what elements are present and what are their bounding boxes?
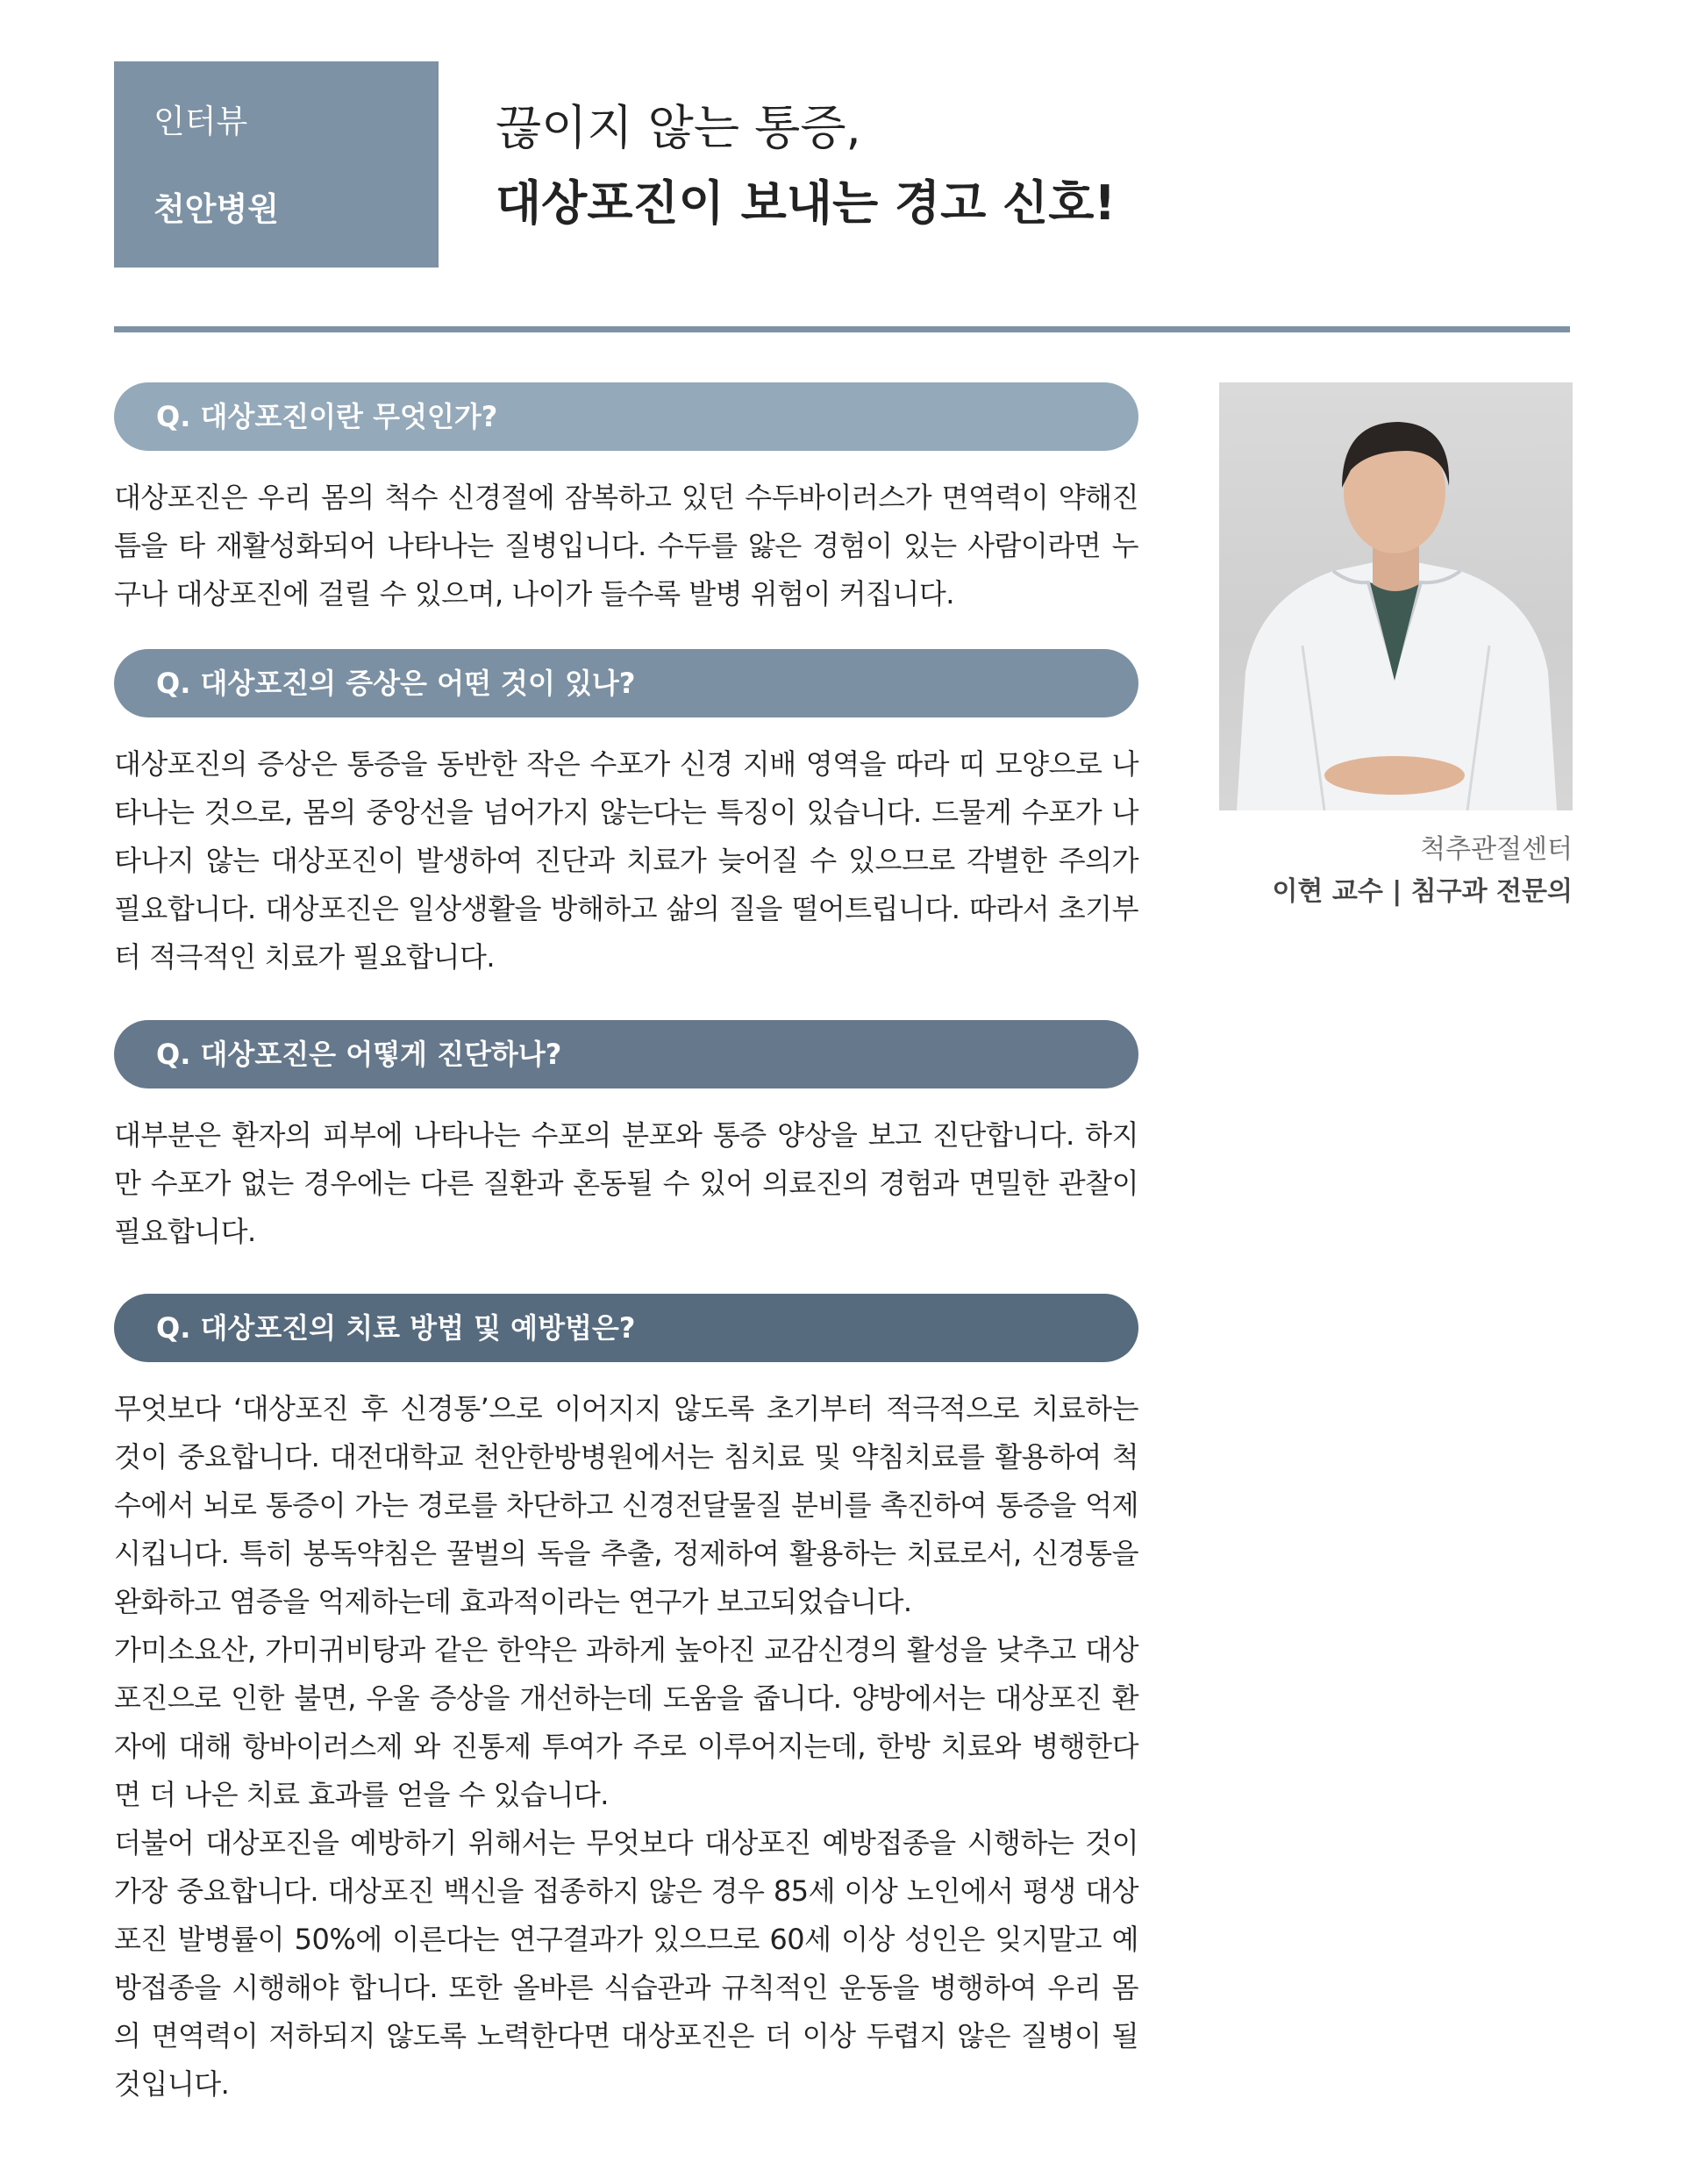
qa-section-3 — [114, 1020, 1138, 1256]
answer-paragraph: 대부분은 환자의 피부에 나타나는 수포의 분포와 통증 양상을 보고 진단합니다. 하지만 수포가 없는 경우에는 다른 질환과 혼동될 수 있어 의료진의 경험과 면밀한 관찰이 필요합니다. — [114, 1118, 1138, 1248]
hospital-label: 천안병원 — [153, 190, 279, 228]
doctor-name-title: 이현 교수 | 침구과 전문의 — [1272, 876, 1573, 907]
question-pill-4: Q. 대상포진의 치료 방법 및 예방법은? — [114, 1294, 1138, 1362]
article-headline — [496, 95, 1548, 237]
question-pill-1: Q. 대상포진이란 무엇인가? — [114, 382, 1138, 451]
category-label-box — [114, 61, 439, 268]
qa-section-1 — [114, 382, 1138, 618]
answer-paragraph: 대상포진은 우리 몸의 척수 신경절에 잠복하고 있던 수두바이러스가 면역력이 약해진 틈을 타 재활성화되어 나타나는 질병입니다. 수두를 앓은 경험이 있는 사람이라면 누구나 대상포진에 걸릴 수 있으며, 나이가 들수록 발병 위험이 커집니다. — [114, 481, 1138, 610]
answer-paragraph: 대상포진의 증상은 통증을 동반한 작은 수포가 신경 지배 영역을 따라 띠 모양으로 나타나는 것으로, 몸의 중앙선을 넘어가지 않는다는 특징이 있습니다. 드물게 수포가 나타나지 않는 대상포진이 발생하여 진단과 치료가 늦어질 수 있으므로 각별한 주의가 필요합니다. 대상포진은 일상생활을 방해하고 삶의 질을 떨어트립니다. 따라서 초기부터 적극적인 치료가 필요합니다. — [114, 747, 1138, 974]
qa-section-2 — [114, 649, 1138, 981]
headline-line-1: 끊이지 않는 통증, — [496, 100, 861, 155]
headline-line-2: 대상포진이 보내는 경고 신호! — [496, 175, 1116, 231]
question-pill-2: Q. 대상포진의 증상은 어떤 것이 있나? — [114, 649, 1138, 717]
answer-paragraph: 더불어 대상포진을 예방하기 위해서는 무엇보다 대상포진 예방접종을 시행하는 것이 가장 중요합니다. 대상포진 백신을 접종하지 않은 경우 85세 이상 노인에서 평생 대상포진 발병률이 50%에 이른다는 연구결과가 있으므로 60세 이상 성인은 잊지말고 예방접종을 시행해야 합니다. 또한 올바른 식습관과 규칙적인 운동을 병행하여 우리 몸의 면역력이 저하되지 않도록 노력한다면 대상포진은 더 이상 두렵지 않은 질병이 될 것입니다. — [114, 1826, 1138, 2101]
doctor-department: 척추관절센터 — [1420, 834, 1573, 865]
header-divider — [114, 326, 1570, 332]
doctor-portrait-icon — [1219, 382, 1573, 810]
question-pill-3: Q. 대상포진은 어떻게 진단하나? — [114, 1020, 1138, 1088]
doctor-caption — [1219, 829, 1573, 913]
qa-section-4 — [114, 1294, 1138, 2109]
category-label: 인터뷰 — [153, 103, 248, 140]
answer-paragraph: 가미소요산, 가미귀비탕과 같은 한약은 과하게 높아진 교감신경의 활성을 낮추고 대상포진으로 인한 불면, 우울 증상을 개선하는데 도움을 줍니다. 양방에서는 대상포진 환자에 대해 항바이러스제 와 진통제 투여가 주로 이루어지는데, 한방 치료와 병행한다면 더 나은 치료 효과를 얻을 수 있습니다. — [114, 1633, 1138, 1811]
answer-paragraph: 무엇보다 ‘대상포진 후 신경통’으로 이어지지 않도록 초기부터 적극적으로 치료하는 것이 중요합니다. 대전대학교 천안한방병원에서는 침치료 및 약침치료를 활용하여 척수에서 뇌로 통증이 가는 경로를 차단하고 신경전달물질 분비를 촉진하여 통증을 억제시킵니다. 특히 봉독약침은 꿀벌의 독을 추출, 정제하여 활용하는 치료로서, 신경통을 완화하고 염증을 억제하는데 효과적이라는 연구가 보고되었습니다. — [114, 1392, 1138, 1618]
